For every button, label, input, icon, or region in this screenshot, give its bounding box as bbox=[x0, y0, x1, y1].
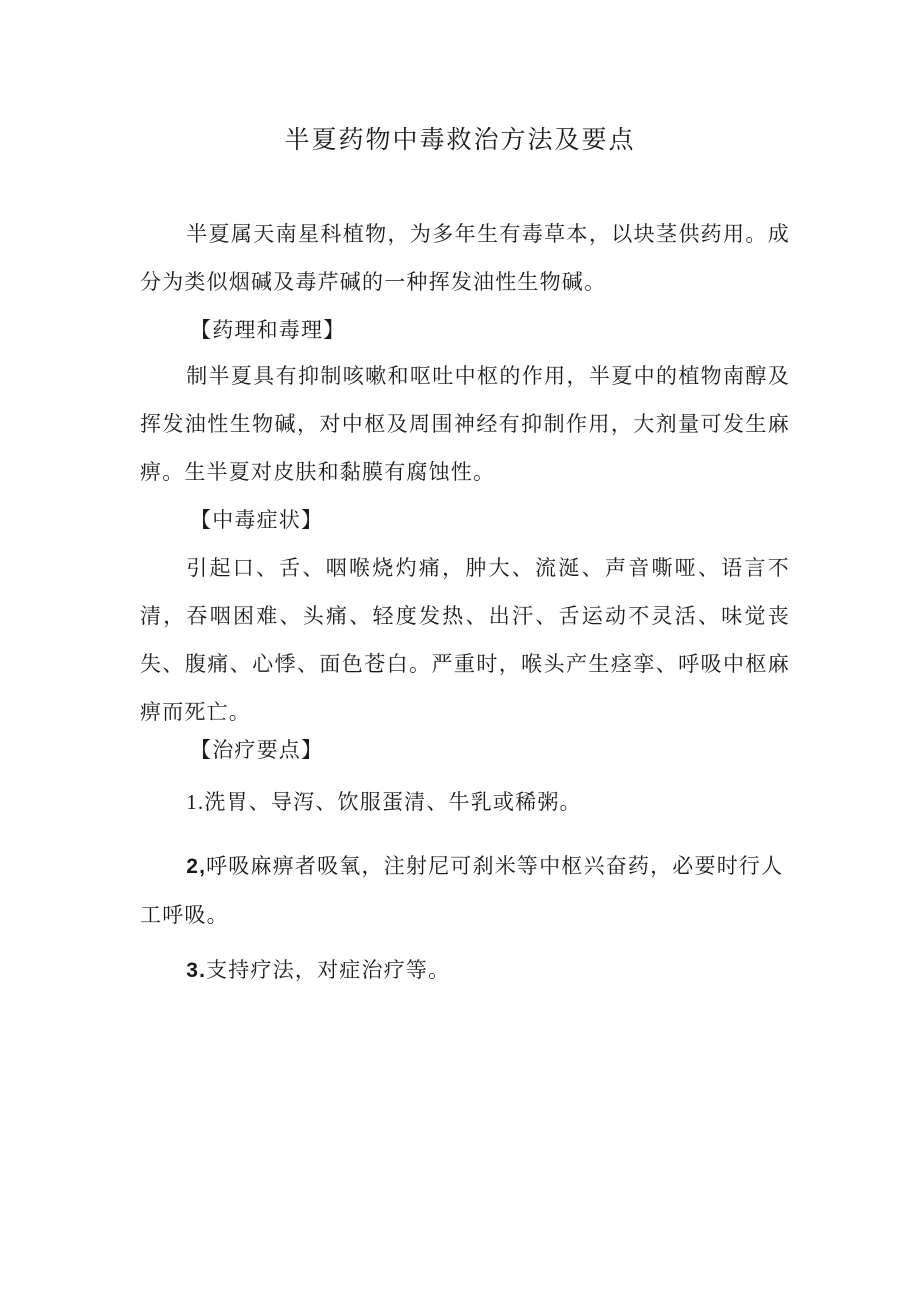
treatment-heading: 【治疗要点】 bbox=[190, 738, 324, 762]
treatment-item-3 bbox=[140, 946, 790, 995]
list-item-number: 1. bbox=[186, 790, 205, 814]
list-item-number: 2, bbox=[186, 855, 207, 878]
intro-text: 半夏属天南星科植物，为多年生有毒草本，以块茎供药用。成分为类似烟碱及毒芹碱的一种挥发油性生物碱。 bbox=[140, 222, 790, 294]
treatment-item-1 bbox=[140, 778, 790, 826]
symptoms-heading: 【中毒症状】 bbox=[190, 508, 324, 532]
pharmacology-heading: 【药理和毒理】 bbox=[190, 318, 346, 342]
section-treatment bbox=[140, 726, 790, 774]
list-item bbox=[140, 778, 790, 826]
list-item bbox=[140, 842, 790, 939]
list-item-text: 洗胃、导泻、饮服蛋清、牛乳或稀粥。 bbox=[204, 790, 582, 814]
section-symptoms bbox=[140, 496, 790, 544]
pharmacology-text: 制半夏具有抑制咳嗽和呕吐中枢的作用，半夏中的植物南醇及挥发油性生物碱，对中枢及周围神经有抑制作用，大剂量可发生麻痹。生半夏对皮肤和黏膜有腐蚀性。 bbox=[140, 364, 790, 484]
intro-paragraph bbox=[140, 210, 790, 306]
pharmacology-paragraph bbox=[140, 352, 790, 496]
symptoms-text: 引起口、舌、咽喉烧灼痛，肿大、流涎、声音嘶哑、语言不清，吞咽困难、头痛、轻度发热、出汗、舌运动不灵活、味觉丧失、腹痛、心悸、面色苍白。严重时，喉头产生痉挛、呼吸中枢麻痹而死亡。 bbox=[140, 556, 790, 724]
list-item-text: 呼吸麻痹者吸氧，注射尼可刹米等中枢兴奋药，必要时行人工呼吸。 bbox=[140, 854, 784, 927]
list-item-number: 3. bbox=[186, 959, 207, 982]
list-item-text: 支持疗法，对症治疗等。 bbox=[206, 958, 451, 982]
treatment-item-2 bbox=[140, 842, 790, 939]
list-item bbox=[140, 946, 790, 995]
document-title: 半夏药物中毒救治方法及要点 bbox=[284, 125, 636, 154]
section-pharmacology bbox=[140, 306, 790, 354]
symptoms-paragraph bbox=[140, 544, 790, 736]
